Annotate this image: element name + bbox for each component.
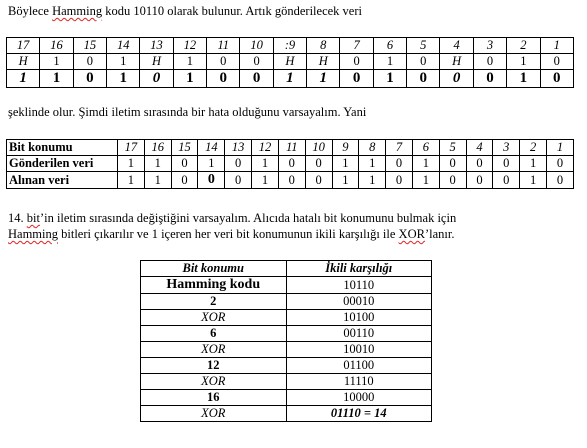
received-bit-cell: 0 (547, 172, 574, 189)
data-bit-cell: 1 (40, 54, 73, 70)
bit-position-cell: 16 (141, 390, 287, 406)
xor-table-row (141, 374, 432, 390)
xor-table-row (141, 277, 432, 294)
xor-table-row (141, 294, 432, 310)
table2-sent-row (7, 156, 574, 172)
bit-position-cell: XOR (141, 310, 287, 326)
position-cell: 10 (305, 140, 332, 156)
sent-bit-cell: 0 (439, 156, 466, 172)
data-bit-cell: 0 (340, 54, 373, 70)
table3-col1-header: Bit konumu (141, 261, 287, 277)
data-bit-cell: 0 (340, 70, 373, 88)
data-bit-cell: 1 (507, 54, 540, 70)
data-bit-cell: 1 (107, 70, 140, 88)
sent-bit-cell: 1 (332, 156, 359, 172)
sent-data-label: Gönderilen veri (7, 156, 118, 172)
received-bit-cell: 1 (412, 172, 439, 189)
position-cell: 8 (359, 140, 386, 156)
binary-value-cell: 10110 (286, 277, 432, 294)
data-bit-cell: 0 (540, 70, 574, 88)
table3-col2-header: İkili karşılığı (286, 261, 432, 277)
received-bit-cell: 0 (171, 172, 198, 189)
binary-value-cell: 01100 (286, 358, 432, 374)
para3-hamming-word: Hamming (8, 227, 58, 241)
hamming-bit-cell: 0 (140, 70, 173, 88)
position-cell: 1 (547, 140, 574, 156)
position-cell: 16 (144, 140, 171, 156)
sent-bit-cell: 1 (198, 156, 225, 172)
paragraph3 (8, 210, 578, 242)
sent-bit-cell: 0 (305, 156, 332, 172)
position-cell: 6 (373, 38, 406, 54)
bit-position-cell: 6 (141, 326, 287, 342)
xor-table-row (141, 406, 432, 422)
table3-header-row (141, 261, 432, 277)
para3-text: ’in iletim sırasında değiştiğini varsayalım. Alıcıda hatalı bit konumunu bulmak için (39, 211, 457, 225)
data-bit-cell: 0 (407, 70, 440, 88)
bit-position-cell: XOR (141, 374, 287, 390)
sent-bit-cell: 0 (547, 156, 574, 172)
received-bit-cell: 1 (252, 172, 279, 189)
hamming-placeholder-cell: H (273, 54, 306, 70)
position-cell: 7 (340, 38, 373, 54)
binary-value-cell: 10010 (286, 342, 432, 358)
sent-bit-cell: 0 (493, 156, 520, 172)
bit-position-label: Bit konumu (7, 140, 118, 156)
received-bit-cell: 0 (439, 172, 466, 189)
xor-table (140, 260, 432, 422)
position-cell: 3 (493, 140, 520, 156)
data-bit-cell: 0 (407, 54, 440, 70)
bit-position-cell: 2 (141, 294, 287, 310)
hamming-code-table (6, 37, 574, 88)
para3-xor-word: XOR (398, 227, 425, 241)
binary-value-cell: 11110 (286, 374, 432, 390)
sent-bit-cell: 1 (520, 156, 547, 172)
para3-text: ’lanır. (424, 227, 455, 241)
xor-table-row (141, 358, 432, 374)
position-cell: 7 (386, 140, 413, 156)
table2-header-row (7, 140, 574, 156)
para3-line1 (8, 211, 456, 225)
data-bit-cell: 0 (207, 70, 240, 88)
sent-bit-cell: 0 (225, 156, 252, 172)
hamming-placeholder-cell: H (7, 54, 40, 70)
xor-table-row (141, 342, 432, 358)
received-bit-cell: 0 (305, 172, 332, 189)
position-cell: 5 (439, 140, 466, 156)
received-bit-cell: 0 (386, 172, 413, 189)
para3-text: 14. (8, 211, 27, 225)
sent-bit-cell: 0 (386, 156, 413, 172)
data-bit-cell: 0 (73, 70, 106, 88)
data-bit-cell: 1 (173, 70, 206, 88)
position-cell: 1 (540, 38, 574, 54)
received-bit-cell: 0 (225, 172, 252, 189)
position-cell: 11 (278, 140, 305, 156)
bit-position-cell: 12 (141, 358, 287, 374)
data-bit-cell: 1 (40, 70, 73, 88)
position-cell: 3 (473, 38, 506, 54)
intro-hamming-word: Hamming (52, 4, 103, 18)
table1-hamming-row (7, 54, 574, 70)
hamming-bit-cell: 1 (7, 70, 40, 88)
position-cell: 6 (412, 140, 439, 156)
received-bit-cell: 0 (278, 172, 305, 189)
data-bit-cell: 0 (240, 70, 273, 88)
table2-recv-row (7, 172, 574, 189)
hamming-placeholder-cell: H (307, 54, 340, 70)
position-cell: 15 (73, 38, 106, 54)
received-bit-cell: 0 (493, 172, 520, 189)
position-cell: 13 (140, 38, 173, 54)
bit-position-cell: Hamming kodu (141, 277, 287, 294)
sent-bit-cell: 1 (118, 156, 145, 172)
position-cell: 2 (520, 140, 547, 156)
sent-bit-cell: 1 (412, 156, 439, 172)
position-cell: 14 (107, 38, 140, 54)
binary-value-cell: 01110 = 14 (286, 406, 432, 422)
data-bit-cell: 0 (73, 54, 106, 70)
sent-bit-cell: 0 (278, 156, 305, 172)
hamming-bit-cell: 0 (440, 70, 473, 88)
position-cell: 15 (171, 140, 198, 156)
sent-bit-cell: 1 (359, 156, 386, 172)
data-bit-cell: 1 (173, 54, 206, 70)
sent-bit-cell: 0 (171, 156, 198, 172)
data-bit-cell: 1 (107, 54, 140, 70)
received-bit-cell: 1 (118, 172, 145, 189)
position-cell: 14 (198, 140, 225, 156)
position-cell: 4 (466, 140, 493, 156)
data-bit-cell: 1 (507, 70, 540, 88)
position-cell: 12 (252, 140, 279, 156)
sent-bit-cell: 0 (466, 156, 493, 172)
sent-bit-cell: 1 (252, 156, 279, 172)
transmission-table (6, 139, 574, 189)
intro-line (8, 3, 362, 19)
received-bit-cell: 1 (144, 172, 171, 189)
para3-bit-word: bit (26, 211, 40, 225)
position-cell: 5 (407, 38, 440, 54)
error-bit-cell: 0 (198, 172, 225, 189)
data-bit-cell: 1 (373, 70, 406, 88)
xor-table-row (141, 326, 432, 342)
data-bit-cell: 0 (240, 54, 273, 70)
position-cell: 16 (40, 38, 73, 54)
bit-position-cell: XOR (141, 406, 287, 422)
sentence2: şeklinde olur. Şimdi iletim sırasında bir hata olduğunu varsayalım. Yani (8, 105, 367, 119)
data-bit-cell: 1 (373, 54, 406, 70)
position-cell: 17 (7, 38, 40, 54)
intro-text-before: Böylece (8, 4, 53, 18)
data-bit-cell: 0 (540, 54, 574, 70)
data-bit-cell: 0 (207, 54, 240, 70)
received-data-label: Alınan veri (7, 172, 118, 189)
position-cell: 10 (240, 38, 273, 54)
binary-value-cell: 00110 (286, 326, 432, 342)
table1-bits-row (7, 70, 574, 88)
hamming-bit-cell: 1 (273, 70, 306, 88)
binary-value-cell: 10000 (286, 390, 432, 406)
position-cell: 11 (207, 38, 240, 54)
position-cell: 8 (307, 38, 340, 54)
binary-value-cell: 10100 (286, 310, 432, 326)
binary-value-cell: 00010 (286, 294, 432, 310)
para3-line2 (8, 227, 454, 241)
bit-position-cell: XOR (141, 342, 287, 358)
para3-text: bitleri çıkarılır ve 1 içeren her veri bit konumunun ikili karşılığı ile (58, 227, 399, 241)
hamming-bit-cell: 1 (307, 70, 340, 88)
position-cell: 2 (507, 38, 540, 54)
intro-text-after: kodu 10110 olarak bulunur. Artık gönderilecek veri (102, 4, 362, 18)
received-bit-cell: 1 (520, 172, 547, 189)
received-bit-cell: 0 (466, 172, 493, 189)
position-cell: 13 (225, 140, 252, 156)
position-cell: 17 (118, 140, 145, 156)
received-bit-cell: 1 (332, 172, 359, 189)
xor-table-row (141, 390, 432, 406)
hamming-placeholder-cell: H (140, 54, 173, 70)
received-bit-cell: 1 (359, 172, 386, 189)
position-cell: :9 (273, 38, 306, 54)
position-cell: 9 (332, 140, 359, 156)
xor-table-row (141, 310, 432, 326)
data-bit-cell: 0 (473, 54, 506, 70)
position-cell: 12 (173, 38, 206, 54)
hamming-placeholder-cell: H (440, 54, 473, 70)
data-bit-cell: 0 (473, 70, 506, 88)
sent-bit-cell: 1 (144, 156, 171, 172)
position-cell: 4 (440, 38, 473, 54)
table1-positions-row (7, 38, 574, 54)
